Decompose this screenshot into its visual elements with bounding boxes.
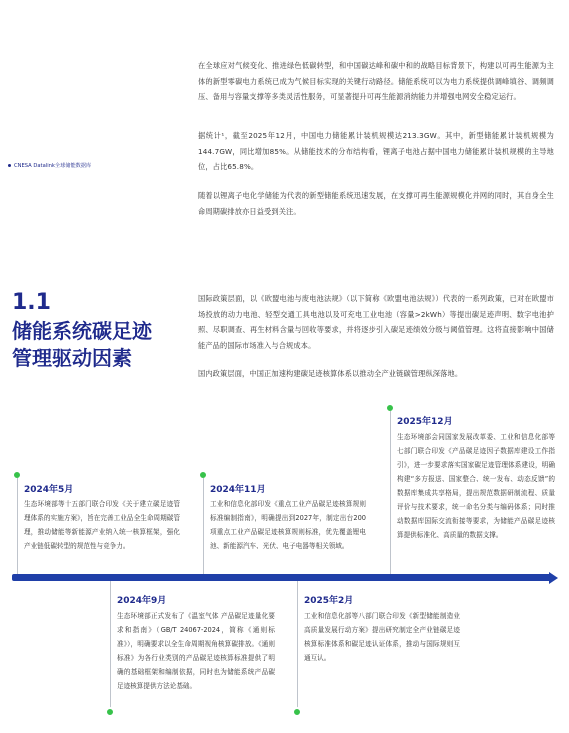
timeline-marker (292, 707, 302, 717)
timeline-arrow-icon (549, 572, 558, 584)
intro-paragraph-2: 据统计¹，截至2025年12月，中国电力储能累计装机规模达213.3GW。其中，新型储能累计装机规模为144.7GW，同比增加85%。从储能技术的分布结构看，锂离子电池占据中国电力储能累计装机规模的主导地位，占比65.8%。 (198, 131, 554, 171)
event-date: 2025年12月 (397, 417, 453, 427)
intro-paragraph-1: 在全球应对气候变化、推进绿色低碳转型，和中国碳达峰和碳中和的战略目标背景下，构建以可再生能源为主体的新型零碳电力系统已成为气候目标实现的关键行动路径。储能系统可以为电力系统提供调峰填谷、调频调压、备用与容量支撑等多类灵活性服务，可显著提升可再生能源消纳能力并增强电网安全稳定运行。 (198, 61, 554, 101)
timeline-connector (110, 581, 111, 711)
event-date: 2024年11月 (210, 485, 266, 495)
timeline-connector (297, 581, 298, 711)
timeline-connector (17, 478, 18, 574)
timeline-marker (105, 707, 115, 717)
source-note-text: CNESA Datalink全球储能数据库 (14, 163, 92, 169)
event-text: 生态环境部会同国家发展改革委、工业和信息化部等七部门联合印发《产品碳足迹因子数据库建设工作指引》，进一步要求落实国家碳足迹管理体系建设，明确构建“多方报送、国家整合、统一发布、动态反馈”的数据库集成共享格局，提出规范数据研制流程、质量评价与技术要求，统一命名分类与编码体系；同时推动数据库国际交流衔接等要求，为储能产品碳足迹核算提供标准化、高质量的数据支撑。 (397, 433, 555, 539)
timeline-connector (390, 411, 391, 574)
section-number: 1.1 (12, 290, 51, 315)
event-text: 工业和信息化部等八部门联合印发《新型储能制造业高质量发展行动方案》提出研究制定全产业链碳足迹核算标准体系和碳足迹认证体系，推动与国际规则互通互认。 (304, 612, 460, 662)
event-text: 生态环境部正式发布了《温室气体 产品碳足迹量化要求和指南》（GB/T 24067-2024，简称《通则标准》），明确要求以全生命周期视角核算碳排放。《通则标准》为各行业类别的产品碳足迹核算标准提供了明确的基础框架和编制依据，同时也为储能系统产品碳足迹核算提供方法论基础。 (117, 612, 275, 690)
source-note (8, 162, 91, 169)
event-date: 2025年2月 (304, 596, 354, 606)
timeline-connector (203, 478, 204, 574)
event-date: 2024年9月 (117, 596, 167, 606)
body-paragraph-2: 国内政策层面，中国正加速构建碳足迹核算体系以推动全产业链碳管理纵深落地。 (198, 369, 463, 378)
body-paragraph-1: 国际政策层面，以《欧盟电池与废电池法规》（以下简称《欧盟电池法规》）代表的一系列政策，已对在欧盟市场投放的动力电池、轻型交通工具电池以及可充电工业电池（容量>2kWh）等提出碳足迹声明、数字电池护照、尽职调查、再生材料含量与回收等要求，并将逐步引入碳足迹绩效分级与阈值管理。这将直接影响中国储能产品的国际市场准入与合规成本。 (198, 294, 554, 350)
event-date: 2024年5月 (24, 485, 74, 495)
bullet-icon (8, 164, 11, 167)
section-title: 储能系统碳足迹管理驱动因素 (12, 319, 152, 370)
intro-paragraph-3: 随着以锂离子电化学储能为代表的新型储能系统迅速发展，在支撑可再生能源规模化并网的同时，其自身全生命周期碳排放亦日益受到关注。 (198, 191, 554, 216)
event-text: 工业和信息化部印发《重点工业产品碳足迹核算规则标准编制指南》，明确提出到2027年，制定出台200项重点工业产品碳足迹核算规则标准，优先覆盖锂电池、新能源汽车、光伏、电子电器等相关领域。 (210, 500, 366, 550)
event-text: 生态环境部等十五部门联合印发《关于建立碳足迹管理体系的实施方案》，旨在完善工业品全生命周期碳管理，推动储能等新能源产业纳入统一核算框架，强化产业链低碳转型的规范性与竞争力。 (24, 500, 180, 550)
timeline-bar (12, 574, 553, 581)
